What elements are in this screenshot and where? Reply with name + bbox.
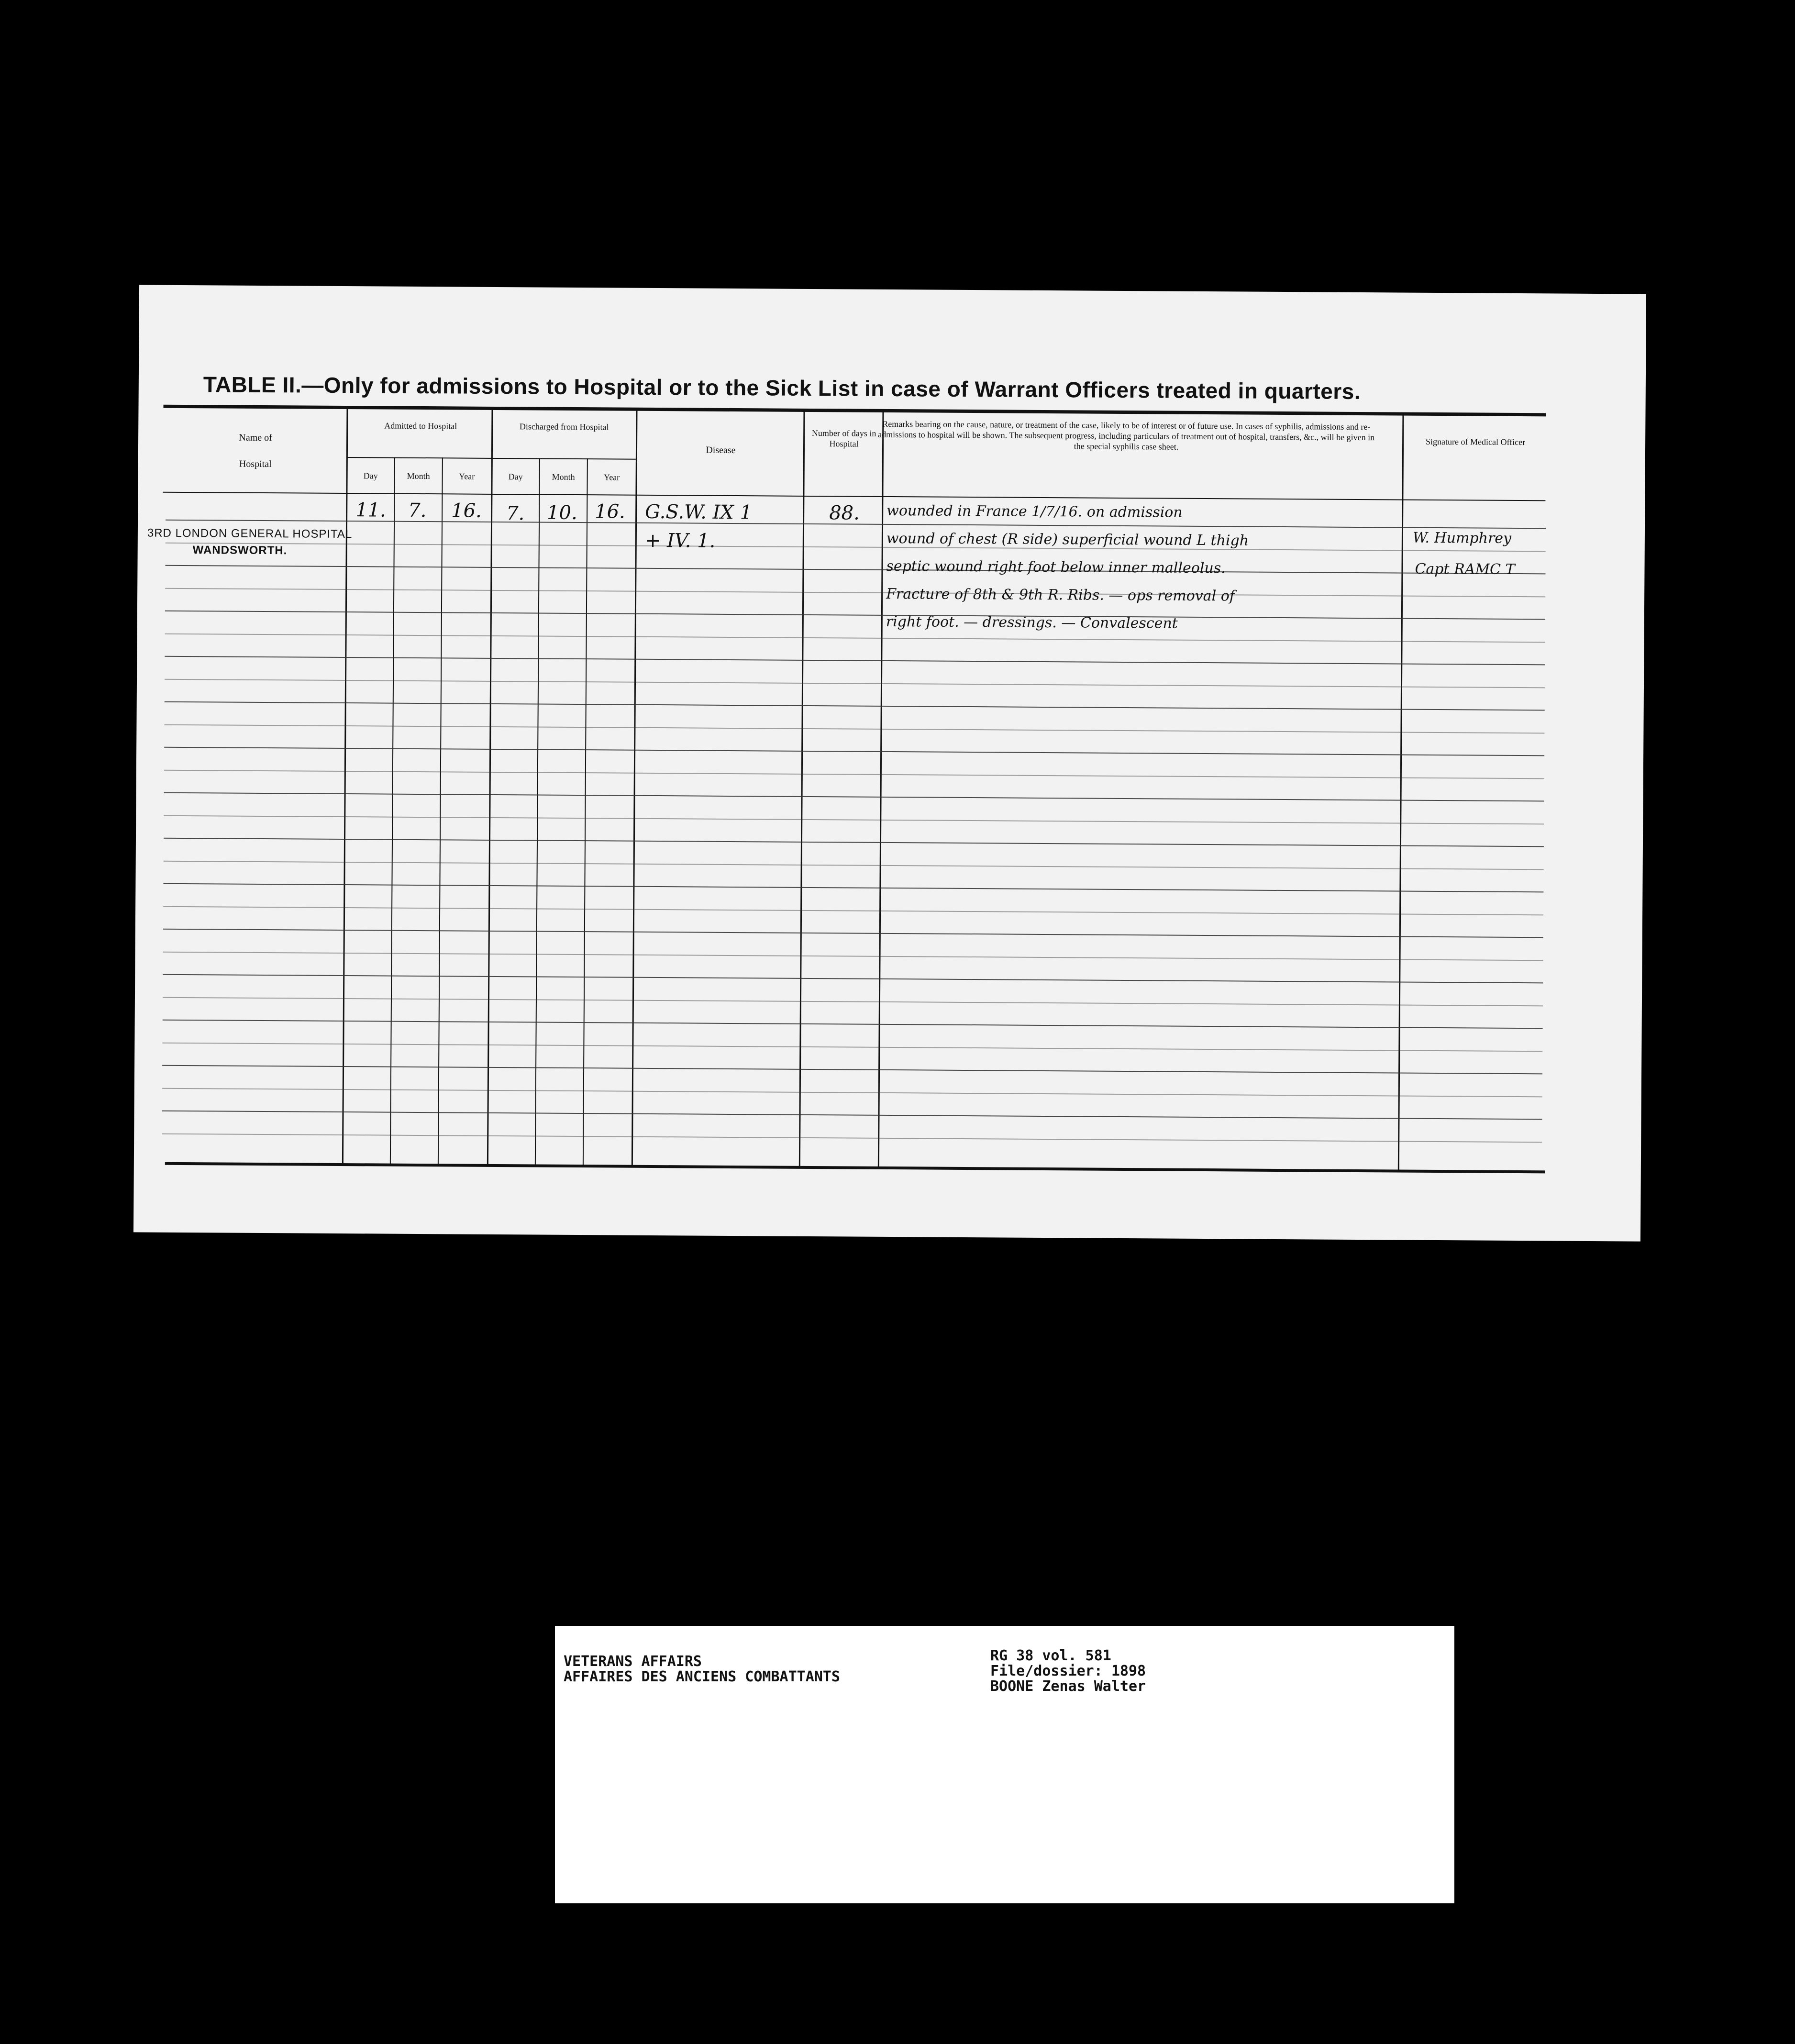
record-card	[133, 285, 1646, 1241]
row-rule	[165, 633, 1545, 643]
header-admit-month: Month	[407, 471, 430, 481]
disch-month: 10.	[547, 501, 577, 524]
remarks-line: septic wound right foot below inner malleolus.	[886, 557, 1226, 577]
column-divider	[390, 457, 395, 1165]
row-rule	[163, 1020, 1543, 1029]
row-rule	[165, 565, 1545, 575]
row-rule	[164, 747, 1544, 756]
disch-day: 7.	[506, 502, 525, 525]
header-admitted: Admitted to Hospital	[384, 421, 457, 431]
row-rule	[162, 1133, 1542, 1143]
row-rule	[164, 724, 1544, 733]
row-rule	[165, 656, 1545, 666]
header-hospital: Hospital	[239, 458, 272, 470]
hospital-stamp-city: WANDSWORTH.	[192, 544, 288, 557]
hospital-stamp: 3RD LONDON GENERAL HOSPITAL	[147, 526, 353, 541]
remarks-line: wounded in France 1/7/16. on admission	[886, 502, 1183, 521]
label-line1: VETERANS AFFAIRS	[564, 1653, 702, 1670]
remarks-line: right foot. — dressings. — Convalescent	[886, 613, 1178, 632]
row-rule	[165, 701, 1545, 711]
header-disch-day: Day	[508, 472, 523, 482]
remarks-line: Fracture of 8th & 9th R. Ribs. — ops removal of	[886, 585, 1235, 605]
header-admit-day: Day	[363, 471, 378, 481]
row-rule	[163, 929, 1543, 938]
remarks-line: wound of chest (R side) superficial wound L thigh	[886, 530, 1249, 549]
row-rule	[164, 792, 1544, 802]
row-rule	[163, 997, 1543, 1006]
row-rule	[166, 542, 1546, 552]
header-signature: Signature of Medical Officer	[1426, 436, 1526, 447]
days-in-hospital: 88.	[829, 502, 860, 524]
header-remarks: Remarks bearing on the cause, nature, or treatment of the case, likely to be of interest or of future use. In cases of syphilis, admissions and re-admissions to hospital will be shown. The subsequent progress, including particulars of treatment out of hospital, transfers, &c., will be given in the special syphilis case sheet.	[878, 419, 1375, 452]
disease-entry-2: + IV. 1.	[644, 529, 716, 552]
header-discharged: Discharged from Hospital	[519, 422, 609, 432]
admit-day: 11.	[355, 499, 386, 522]
label-ref3: BOONE Zenas Walter	[990, 1678, 1146, 1695]
signature-name: W. Humphrey	[1412, 529, 1512, 547]
row-rule	[164, 815, 1544, 824]
header-disch-month: Month	[552, 472, 575, 482]
row-rule	[163, 883, 1543, 893]
row-rule	[163, 906, 1543, 915]
row-rule	[163, 974, 1543, 984]
label-ref1: RG 38 vol. 581	[990, 1647, 1111, 1664]
header-disch-year: Year	[603, 472, 620, 482]
admit-year: 16.	[451, 500, 482, 522]
archive-label	[555, 1626, 1454, 1903]
table-title: TABLE II.—Only for admissions to Hospital or to the Sick List in case of Warrant Officers treated in quarters.	[203, 372, 1361, 404]
row-rule	[164, 860, 1544, 870]
column-divider	[583, 458, 588, 1166]
label-ref2: File/dossier: 1898	[990, 1663, 1146, 1679]
label-line2: AFFAIRES DES ANCIENS COMBATTANTS	[564, 1668, 840, 1685]
header-days: Number of days in Hospital	[811, 428, 876, 449]
bottom-rule	[165, 1162, 1545, 1174]
row-rule	[162, 1111, 1542, 1120]
row-rule	[164, 769, 1544, 779]
disch-year: 16.	[595, 500, 625, 523]
row-rule	[165, 588, 1545, 597]
signature-rank: Capt RAMC T	[1415, 560, 1515, 578]
disease-entry: G.S.W. IX 1	[645, 500, 753, 524]
header-admit-year: Year	[458, 471, 475, 481]
row-rule	[162, 1042, 1542, 1052]
ruled-rows	[139, 285, 1646, 294]
row-rule	[163, 951, 1543, 961]
header-name-of: Name of	[239, 432, 272, 444]
row-rule	[162, 1065, 1542, 1075]
admit-month: 7.	[408, 499, 427, 522]
row-rule	[165, 678, 1545, 688]
row-rule	[162, 1088, 1542, 1097]
header-disease: Disease	[706, 444, 736, 456]
row-rule	[164, 838, 1544, 847]
row-rule	[165, 611, 1545, 620]
column-divider	[535, 458, 540, 1166]
column-divider	[438, 457, 443, 1165]
top-rule	[164, 405, 1546, 417]
